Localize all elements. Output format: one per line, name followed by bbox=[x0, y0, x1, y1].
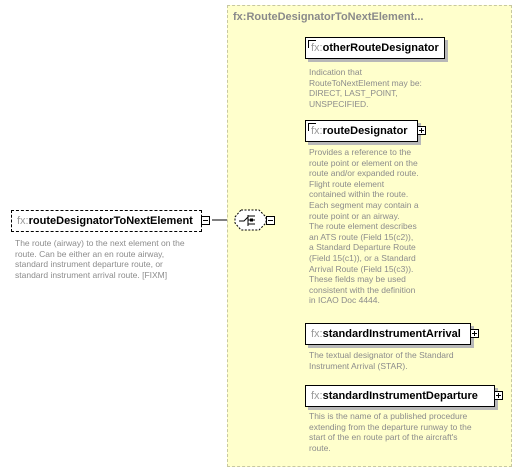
description-line: Provides a reference to the bbox=[309, 147, 412, 157]
group-title: fx:RouteDesignatorToNextElement... bbox=[233, 11, 424, 23]
description-line: standard instrument departure route, or bbox=[15, 259, 163, 270]
description-line: route. bbox=[309, 442, 331, 453]
expand-icon[interactable] bbox=[417, 126, 426, 135]
collapse-icon[interactable] bbox=[266, 216, 275, 225]
description-line: The route (airway) to the next element on the bbox=[15, 238, 185, 248]
description-line: consistent with the definition bbox=[309, 284, 416, 295]
description-line: The textual designator of the Standard bbox=[309, 350, 454, 360]
child-element-description bbox=[309, 411, 509, 453]
description-line: start of the en route part of the aircraft's bbox=[309, 432, 458, 443]
description-line: (Field 15(c1)), or a Standard bbox=[309, 252, 416, 263]
description-line: route. Can be either an en route airway, bbox=[15, 248, 165, 259]
description-line: contained within the route. bbox=[309, 189, 409, 200]
child-element-box[interactable] bbox=[305, 323, 471, 345]
child-element-box[interactable] bbox=[305, 37, 445, 59]
root-element-box[interactable] bbox=[11, 210, 202, 232]
description-line: DIRECT, LAST_POINT, bbox=[309, 88, 398, 99]
description-line: extending from the departure runway to the bbox=[309, 421, 472, 432]
description-line: route and/or expanded route. bbox=[309, 168, 419, 179]
expand-icon[interactable] bbox=[494, 391, 503, 400]
child-element-box[interactable] bbox=[305, 120, 418, 142]
child-element-name: standardInstrumentArrival bbox=[322, 328, 461, 340]
description-line: a Standard Departure Route bbox=[309, 242, 416, 253]
child-element-prefix: fx: bbox=[311, 42, 323, 54]
description-line: route point or element on the bbox=[309, 157, 418, 168]
child-element-name: otherRouteDesignator bbox=[322, 42, 439, 54]
child-element-description bbox=[309, 67, 509, 109]
description-line: Indication that bbox=[309, 67, 362, 77]
root-element-name: routeDesignatorToNextElement bbox=[28, 215, 193, 227]
root-element-description bbox=[15, 238, 215, 280]
description-line: in ICAO Doc 4444. bbox=[309, 295, 380, 306]
element-type-marker bbox=[308, 40, 316, 48]
root-element-prefix: fx: bbox=[17, 215, 29, 227]
description-line: Flight route element bbox=[309, 178, 385, 189]
description-line: This is the name of a published procedure bbox=[309, 411, 468, 421]
expand-icon[interactable] bbox=[470, 329, 479, 338]
child-element-box[interactable] bbox=[305, 385, 495, 407]
description-line: an ATS route (Field 15(c2)), bbox=[309, 231, 414, 242]
child-element-description bbox=[309, 147, 509, 306]
description-line: standard instrument arrival route. [FIXM] bbox=[15, 269, 168, 280]
child-element-prefix: fx: bbox=[311, 125, 323, 137]
choice-compositor-icon[interactable] bbox=[234, 209, 266, 230]
child-element-description bbox=[309, 350, 509, 371]
description-line: route point or an airway. bbox=[309, 210, 400, 221]
child-element-prefix: fx: bbox=[311, 328, 323, 340]
description-line: RouteToNextElement may be: bbox=[309, 77, 422, 88]
child-element-name: routeDesignator bbox=[322, 125, 408, 137]
element-type-marker bbox=[308, 123, 316, 131]
description-line: These fields may be used bbox=[309, 274, 406, 285]
description-line: Each segment may contain a bbox=[309, 199, 419, 210]
collapse-icon[interactable] bbox=[201, 216, 210, 225]
child-element-name: standardInstrumentDeparture bbox=[322, 390, 478, 402]
child-element-prefix: fx: bbox=[311, 390, 323, 402]
description-line: The route element describes bbox=[309, 221, 417, 232]
description-line: Arrival Route (Field 15(c3)). bbox=[309, 263, 414, 274]
description-line: Instrument Arrival (STAR). bbox=[309, 360, 408, 371]
description-line: UNSPECIFIED. bbox=[309, 98, 369, 109]
